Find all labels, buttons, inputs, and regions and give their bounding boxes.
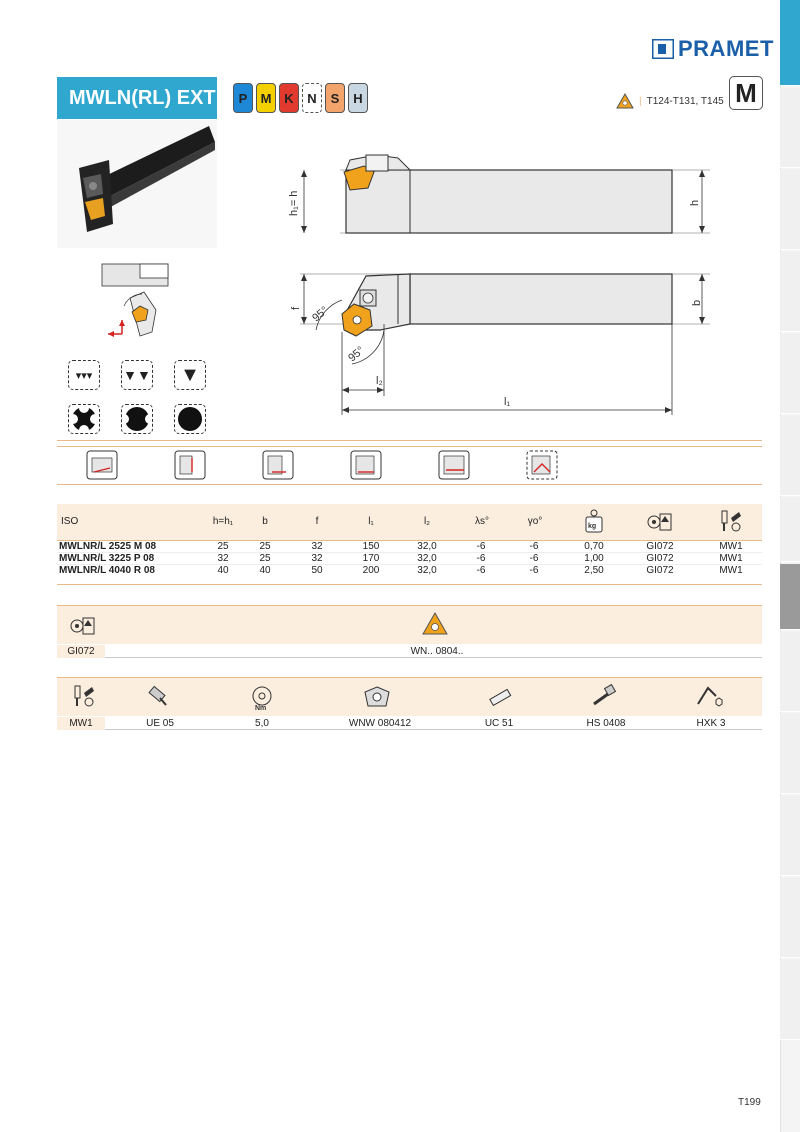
side-tab[interactable] bbox=[780, 498, 800, 562]
insert-size-medium-icon: ▼▼ bbox=[121, 360, 153, 390]
table-divider bbox=[57, 584, 762, 585]
cell-h: 32 bbox=[217, 553, 229, 564]
section-divider bbox=[57, 446, 762, 447]
operation-external-turning-icon bbox=[86, 450, 118, 480]
iso-tag-letter: P bbox=[238, 90, 248, 106]
bar-shape-cross-icon bbox=[68, 404, 100, 434]
cell-iso: MWLNR/L 4040 R 08 bbox=[59, 565, 155, 576]
iso-tag-p bbox=[233, 83, 253, 113]
cell-b: 25 bbox=[259, 553, 271, 564]
brand-name: PRAMET bbox=[678, 36, 774, 61]
header-b: b bbox=[262, 516, 268, 527]
operation-turning-shoulder-icon bbox=[350, 450, 382, 480]
insert-table-header-band bbox=[57, 606, 762, 644]
cell-f: 32 bbox=[311, 553, 323, 564]
insert-table-value: WN.. 0804.. bbox=[410, 646, 464, 657]
cell-gamma: -6 bbox=[529, 553, 539, 564]
iso-tag-letter: M bbox=[260, 90, 272, 106]
side-tab[interactable] bbox=[780, 334, 800, 414]
parts-table-row bbox=[57, 717, 762, 730]
iso-tag-k bbox=[279, 83, 299, 113]
pramet-logo-icon bbox=[652, 39, 674, 59]
holder-top-view-drawing bbox=[280, 260, 720, 420]
pramet-logo bbox=[652, 36, 774, 62]
cell-weight: 0,70 bbox=[584, 541, 604, 552]
shim-pin-icon bbox=[486, 686, 514, 708]
kg-icon-label: kg bbox=[588, 523, 597, 530]
label-angle-95-upper: 95° bbox=[310, 304, 331, 325]
cell-spare-parts[interactable]: MW1 bbox=[719, 541, 743, 552]
side-tab[interactable] bbox=[780, 878, 800, 958]
spare-parts-icon bbox=[719, 508, 743, 534]
cell-spare-parts[interactable]: MW1 bbox=[719, 565, 743, 576]
bar-shape-round-icon bbox=[174, 404, 206, 434]
trigon-insert-icon bbox=[616, 93, 634, 109]
clamp-screw-icon bbox=[146, 684, 170, 708]
cell-iso: MWLNR/L 3225 P 08 bbox=[59, 553, 155, 564]
iso-tag-letter: N bbox=[307, 90, 317, 106]
torque-nm-icon bbox=[248, 684, 276, 712]
insert-table-key[interactable]: GI072 bbox=[57, 645, 105, 658]
part-screw: HS 0408 bbox=[586, 718, 626, 729]
cell-insert-ref[interactable]: GI072 bbox=[646, 541, 674, 552]
reference-pages bbox=[616, 93, 724, 109]
operation-profiling-icon bbox=[262, 450, 294, 480]
holder-side-view-drawing bbox=[280, 150, 720, 250]
trigon-insert-icon bbox=[422, 612, 448, 636]
part-shim-pin: UC 51 bbox=[484, 718, 514, 729]
label-f: f bbox=[290, 306, 302, 310]
shim-icon bbox=[364, 686, 390, 708]
part-shim: WNW 080412 bbox=[348, 718, 412, 729]
insert-reference-icon bbox=[70, 614, 96, 636]
header-l1: l₁ bbox=[368, 516, 374, 527]
weight-kg-icon bbox=[584, 508, 604, 534]
section-divider bbox=[57, 440, 762, 441]
operation-copying-icon bbox=[526, 450, 558, 480]
cell-h: 40 bbox=[217, 565, 229, 576]
header-h-h1: h=h₁ bbox=[212, 516, 234, 527]
parts-table-key[interactable]: MW1 bbox=[57, 717, 105, 730]
cell-f: 50 bbox=[311, 565, 323, 576]
insert-size-small-icon: ▾▾▾ bbox=[68, 360, 100, 390]
cell-iso: MWLNR/L 2525 M 08 bbox=[59, 541, 157, 552]
header-f: f bbox=[315, 516, 319, 527]
iso-tag-letter: S bbox=[330, 90, 340, 106]
cell-h: 25 bbox=[217, 541, 229, 552]
operation-longitudinal-icon bbox=[438, 450, 470, 480]
side-tab[interactable] bbox=[780, 88, 800, 168]
cell-spare-parts[interactable]: MW1 bbox=[719, 553, 743, 564]
cell-b: 25 bbox=[259, 541, 271, 552]
cell-insert-ref[interactable]: GI072 bbox=[646, 553, 674, 564]
side-tab[interactable] bbox=[780, 252, 800, 332]
cell-lambda: -6 bbox=[476, 565, 486, 576]
side-tab[interactable] bbox=[780, 796, 800, 876]
cell-weight: 1,00 bbox=[584, 553, 604, 564]
iso-tag-letter: H bbox=[353, 90, 363, 106]
cell-l1: 200 bbox=[362, 565, 380, 576]
cell-l2: 32,0 bbox=[417, 565, 437, 576]
iso-tag-h bbox=[348, 83, 368, 113]
part-hex-key: HXK 3 bbox=[696, 718, 726, 729]
bar-shape-flats-icon bbox=[121, 404, 153, 434]
operation-facing-icon bbox=[174, 450, 206, 480]
nm-label: Nm bbox=[255, 705, 267, 712]
product-photo bbox=[57, 120, 217, 248]
table-row bbox=[57, 553, 762, 565]
material-badge bbox=[729, 76, 763, 110]
label-angle-95-lower: 95° bbox=[346, 344, 367, 365]
label-h: h bbox=[689, 199, 701, 206]
iso-tag-n bbox=[302, 83, 322, 113]
iso-tag-m bbox=[256, 83, 276, 113]
header-gamma-o: γo° bbox=[527, 516, 543, 527]
table-row bbox=[57, 565, 762, 577]
label-b: b bbox=[691, 299, 703, 306]
cell-b: 40 bbox=[259, 565, 271, 576]
hex-key-icon bbox=[694, 684, 724, 710]
header-lambda-s: λs° bbox=[475, 516, 489, 527]
label-h1-equals-h: h₁= h bbox=[288, 190, 300, 216]
insert-reference-icon bbox=[647, 510, 673, 532]
screw-icon bbox=[590, 684, 618, 708]
header-l2: l₂ bbox=[423, 516, 431, 527]
cell-l1: 170 bbox=[362, 553, 380, 564]
product-title bbox=[57, 77, 217, 119]
cell-weight: 2,50 bbox=[584, 565, 604, 576]
cell-insert-ref[interactable]: GI072 bbox=[646, 565, 674, 576]
cell-l2: 32,0 bbox=[417, 541, 437, 552]
part-torque: 5,0 bbox=[255, 718, 269, 729]
table-row bbox=[57, 541, 762, 553]
side-tab[interactable] bbox=[780, 632, 800, 712]
material-badge-text: M bbox=[735, 77, 757, 108]
product-title-text: MWLN(RL) EXT bbox=[69, 86, 216, 109]
part-clamp-screw: UE 05 bbox=[146, 718, 174, 729]
side-tab[interactable] bbox=[780, 170, 800, 250]
insert-table-row bbox=[57, 645, 762, 658]
spare-parts-icon bbox=[72, 683, 96, 709]
side-tab[interactable] bbox=[780, 960, 800, 1040]
cell-l1: 150 bbox=[362, 541, 380, 552]
side-tab-current-section[interactable] bbox=[780, 564, 800, 630]
cell-lambda: -6 bbox=[476, 553, 486, 564]
cell-f: 32 bbox=[311, 541, 323, 552]
label-l1: l₁ bbox=[504, 396, 511, 408]
cell-lambda: -6 bbox=[476, 541, 486, 552]
main-table-rows bbox=[57, 541, 762, 577]
label-l2: l₂ bbox=[376, 375, 383, 387]
section-divider bbox=[57, 484, 762, 485]
cell-l2: 32,0 bbox=[417, 553, 437, 564]
reference-pages-text[interactable]: T124-T131, T145 bbox=[646, 95, 724, 107]
application-diagram bbox=[100, 262, 180, 350]
iso-material-tags bbox=[233, 83, 368, 113]
insert-size-large-icon: ▼ bbox=[174, 360, 206, 390]
side-tab-active[interactable] bbox=[780, 0, 800, 86]
iso-tag-s bbox=[325, 83, 345, 113]
side-tab[interactable] bbox=[780, 416, 800, 496]
cell-gamma: -6 bbox=[529, 565, 539, 576]
iso-tag-letter: K bbox=[284, 90, 294, 106]
ref-separator: | bbox=[639, 95, 642, 107]
side-tab[interactable] bbox=[780, 714, 800, 794]
page-number: T199 bbox=[738, 1097, 761, 1108]
cell-gamma: -6 bbox=[529, 541, 539, 552]
header-iso: ISO bbox=[61, 516, 79, 527]
